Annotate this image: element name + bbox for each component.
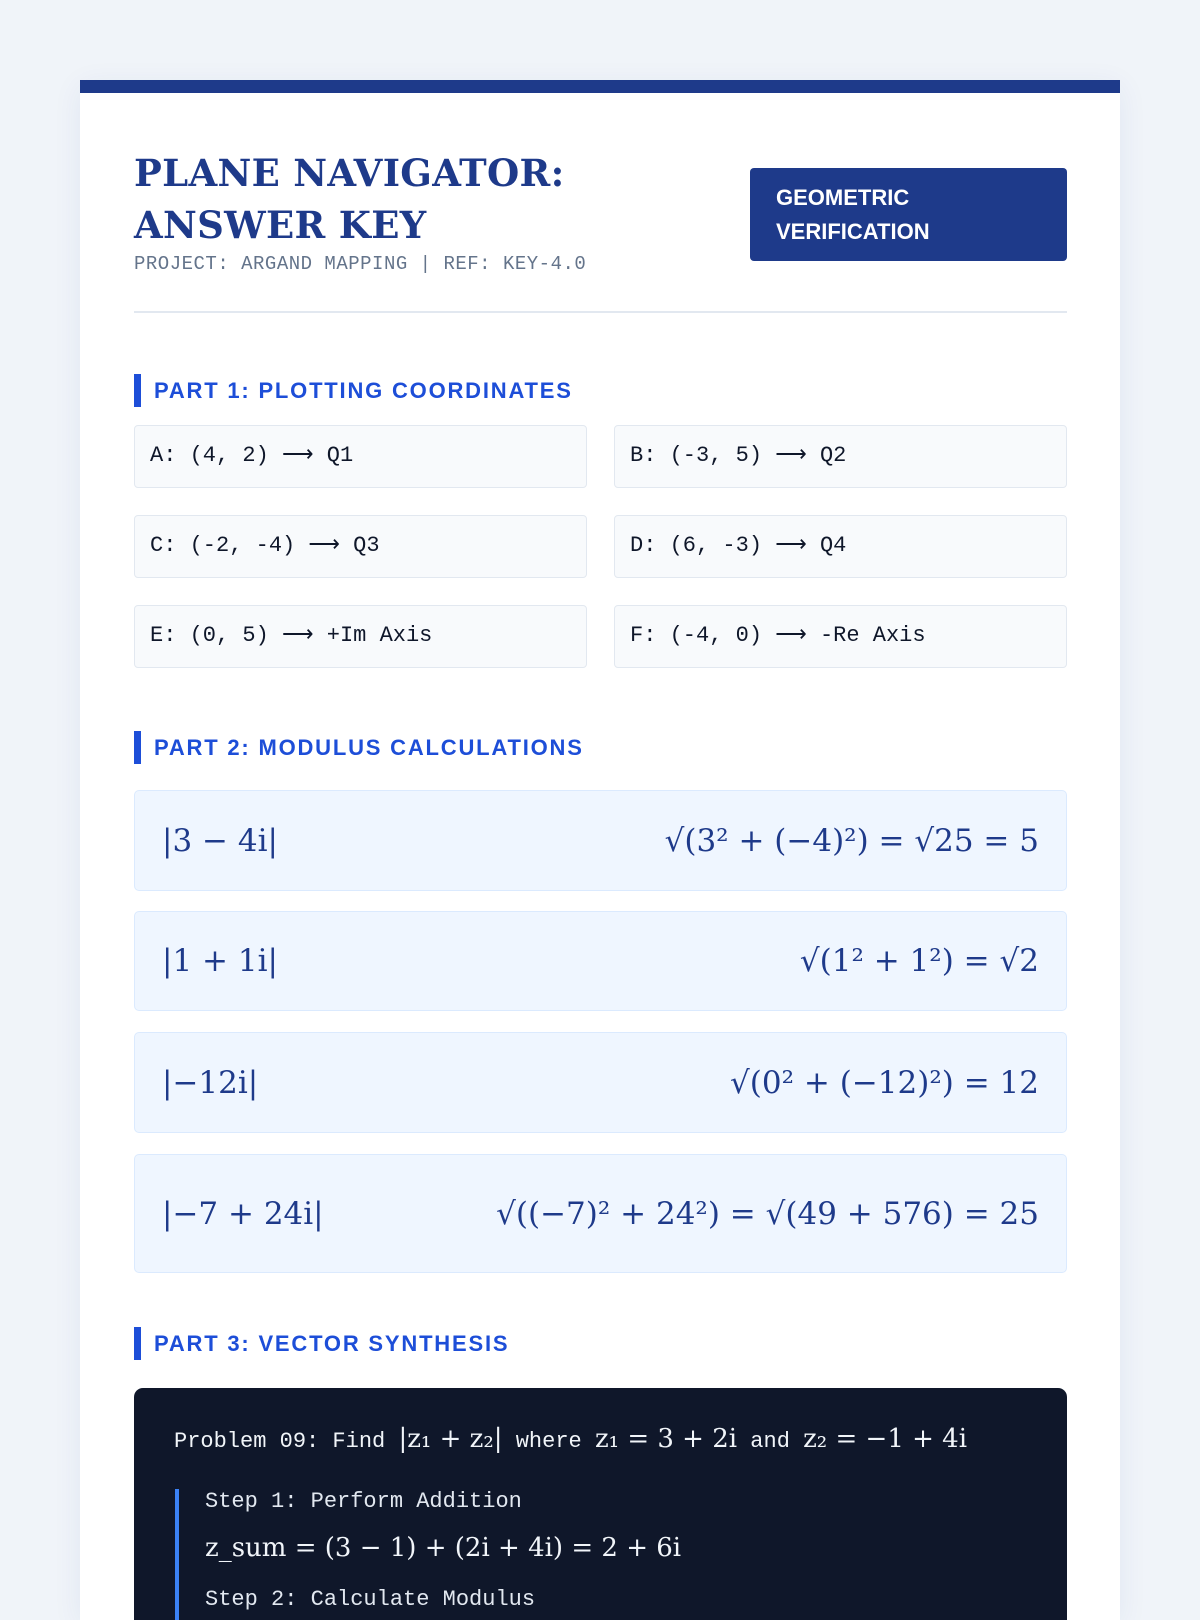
solution-steps	[175, 1489, 1015, 1620]
modulus-expression: |3 − 4i|	[162, 822, 278, 859]
modulus-expression: |1 + 1i|	[162, 943, 278, 979]
coordinate-card-f: F: (-4, 0) ⟶ -Re Axis	[614, 605, 1067, 668]
modulus-result: √((−7)² + 24²) = √(49 + 576) = 25	[496, 1195, 1039, 1232]
problem-and: and	[750, 1429, 790, 1454]
z1-definition: z₁ = 3 + 2i	[594, 1424, 738, 1454]
coordinate-card-b: B: (-3, 5) ⟶ Q2	[614, 425, 1067, 488]
project-reference: PROJECT: ARGAND MAPPING | REF: KEY-4.0	[134, 253, 587, 275]
problem-target-expression: |z₁ + z₂|	[398, 1424, 503, 1454]
modulus-expression: |−12i|	[162, 1064, 259, 1101]
modulus-result: √(1² + 1²) = √2	[799, 943, 1039, 979]
step-2-label: Step 2: Calculate Modulus	[205, 1587, 536, 1612]
coordinate-card-d: D: (6, -3) ⟶ Q4	[614, 515, 1067, 578]
verification-badge: GEOMETRIC VERIFICATION	[750, 168, 1067, 261]
page-title: PLANE NAVIGATOR: ANSWER KEY	[134, 151, 565, 247]
problem-statement	[174, 1424, 967, 1454]
z2-definition: z₂ = −1 + 4i	[803, 1424, 968, 1454]
vector-synthesis-panel	[134, 1388, 1067, 1620]
problem-prefix: Problem 09: Find	[174, 1429, 386, 1454]
page-header	[134, 93, 1067, 313]
section-title-plotting: PART 1: PLOTTING COORDINATES	[134, 374, 573, 407]
coordinate-card-e: E: (0, 5) ⟶ +Im Axis	[134, 605, 587, 668]
modulus-row	[134, 1154, 1067, 1273]
modulus-row	[134, 1032, 1067, 1133]
modulus-row	[134, 911, 1067, 1011]
problem-where: where	[515, 1429, 582, 1454]
section-title-modulus: PART 2: MODULUS CALCULATIONS	[134, 731, 584, 764]
answer-key-page	[80, 80, 1120, 1620]
step-1-expression: z_sum = (3 − 1) + (2i + 4i) = 2 + 6i	[205, 1533, 682, 1563]
step-1-label: Step 1: Perform Addition	[205, 1489, 522, 1514]
modulus-result: √(0² + (−12)²) = 12	[730, 1064, 1039, 1101]
modulus-expression: |−7 + 24i|	[162, 1195, 324, 1232]
modulus-result: √(3² + (−4)²) = √25 = 5	[664, 822, 1039, 859]
coordinate-card-a: A: (4, 2) ⟶ Q1	[134, 425, 587, 488]
modulus-row	[134, 790, 1067, 891]
section-title-vector-synthesis: PART 3: VECTOR SYNTHESIS	[134, 1327, 509, 1360]
coordinate-card-c: C: (-2, -4) ⟶ Q3	[134, 515, 587, 578]
